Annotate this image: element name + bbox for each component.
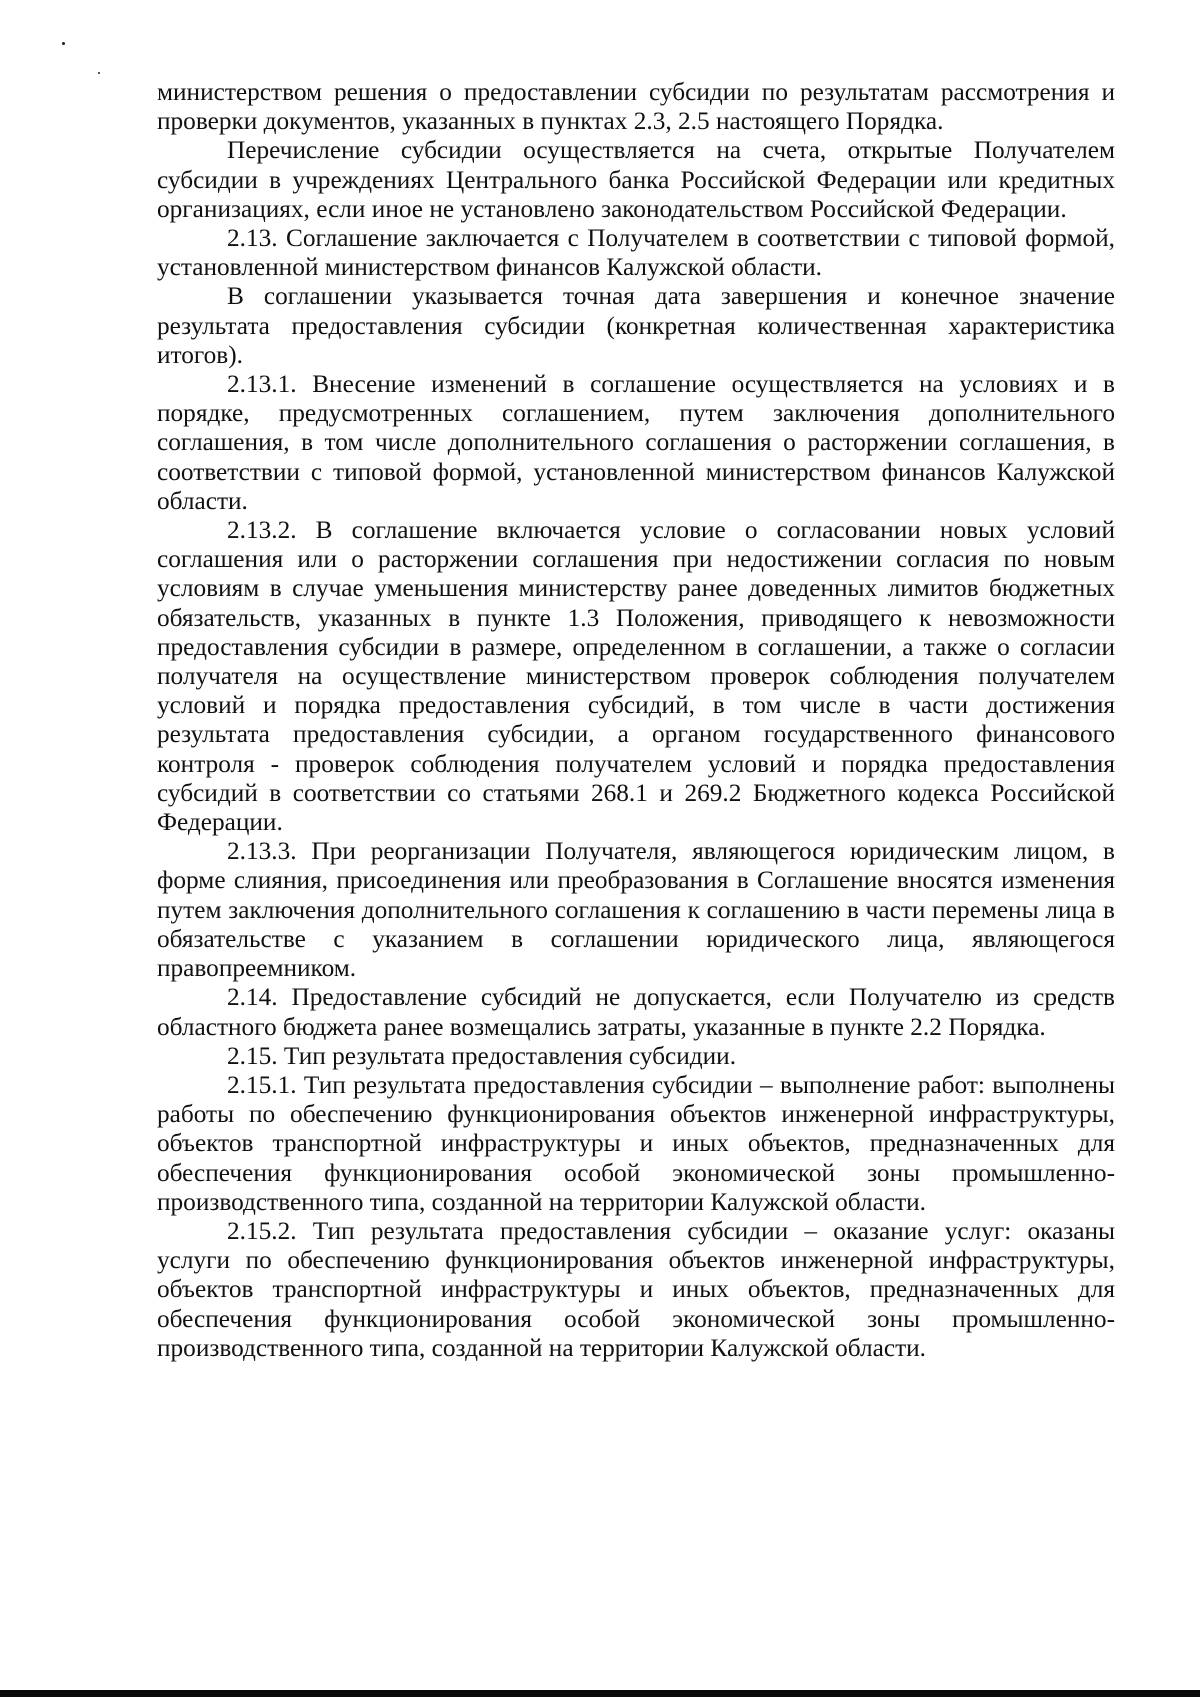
- scan-artifact-dot: [62, 42, 65, 45]
- scan-artifact-dot: [98, 72, 100, 74]
- document-body: [157, 78, 1115, 1363]
- paragraph: В соглашении указывается точная дата завершения и конечное значение результата предоставления субсидии (конкретная количественная характеристика итогов).: [157, 282, 1115, 369]
- paragraph: 2.13.2. В соглашение включается условие о согласовании новых условий соглашения или о расторжении соглашения при недостижении согласия по новым условиям в случае уменьшения министерству ранее доведенных лимитов бюджетных обязательств, указанных в пункте 1.3 Положения, приводящего к невозможности предоставления субсидии в размере, определенном в соглашении, а также о согласии получателя на осуществление министерством проверок соблюдения получателем условий и порядка предоставления субсидий, в том числе в части достижения результата предоставления субсидии, а органом государственного финансового контроля - проверок соблюдения получателем условий и порядка предоставления субсидий в соответствии со статьями 268.1 и 269.2 Бюджетного кодекса Российской Федерации.: [157, 516, 1115, 837]
- paragraph: 2.13. Соглашение заключается с Получателем в соответствии с типовой формой, установленной министерством финансов Калужской области.: [157, 224, 1115, 282]
- paragraph: 2.15. Тип результата предоставления субсидии.: [227, 1041, 737, 1070]
- paragraph: 2.13.3. При реорганизации Получателя, являющегося юридическим лицом, в форме слияния, присоединения или преобразования в Соглашение вносятся изменения путем заключения дополнительного соглашения к соглашению в части перемены лица в обязательстве с указанием в соглашении юридического лица, являющегося правопреемником.: [157, 837, 1115, 983]
- paragraph: Перечисление субсидии осуществляется на счета, открытые Получателем субсидии в учреждениях Центрального банка Российской Федерации или кредитных организациях, если иное не установлено законодательством Российской Федерации.: [157, 136, 1115, 223]
- paragraph: министерством решения о предоставлении субсидии по результатам рассмотрения и проверки документов, указанных в пунктах 2.3, 2.5 настоящего Порядка.: [157, 78, 1115, 136]
- scan-bottom-edge: [0, 1690, 1200, 1697]
- paragraph: 2.15.2. Тип результата предоставления субсидии – оказание услуг: оказаны услуги по обеспечению функционирования объектов инженерной инфраструктуры, объектов транспортной инфраструктуры и иных объектов, предназначенных для обеспечения функционирования особой экономической зоны промышленно-производственного типа, созданной на территории Калужской области.: [157, 1216, 1115, 1362]
- paragraph: 2.15.1. Тип результата предоставления субсидии – выполнение работ: выполнены работы по обеспечению функционирования объектов инженерной инфраструктуры, объектов транспортной инфраструктуры и иных объектов, предназначенных для обеспечения функционирования особой экономической зоны промышленно-производственного типа, созданной на территории Калужской области.: [157, 1070, 1115, 1216]
- paragraph: 2.13.1. Внесение изменений в соглашение осуществляется на условиях и в порядке, предусмотренных соглашением, путем заключения дополнительного соглашения, в том числе дополнительного соглашения о расторжении соглашения, в соответствии с типовой формой, установленной министерством финансов Калужской области.: [157, 370, 1115, 515]
- paragraph: 2.14. Предоставление субсидий не допускается, если Получателю из средств областного бюджета ранее возмещались затраты, указанные в пункте 2.2 Порядка.: [157, 983, 1115, 1041]
